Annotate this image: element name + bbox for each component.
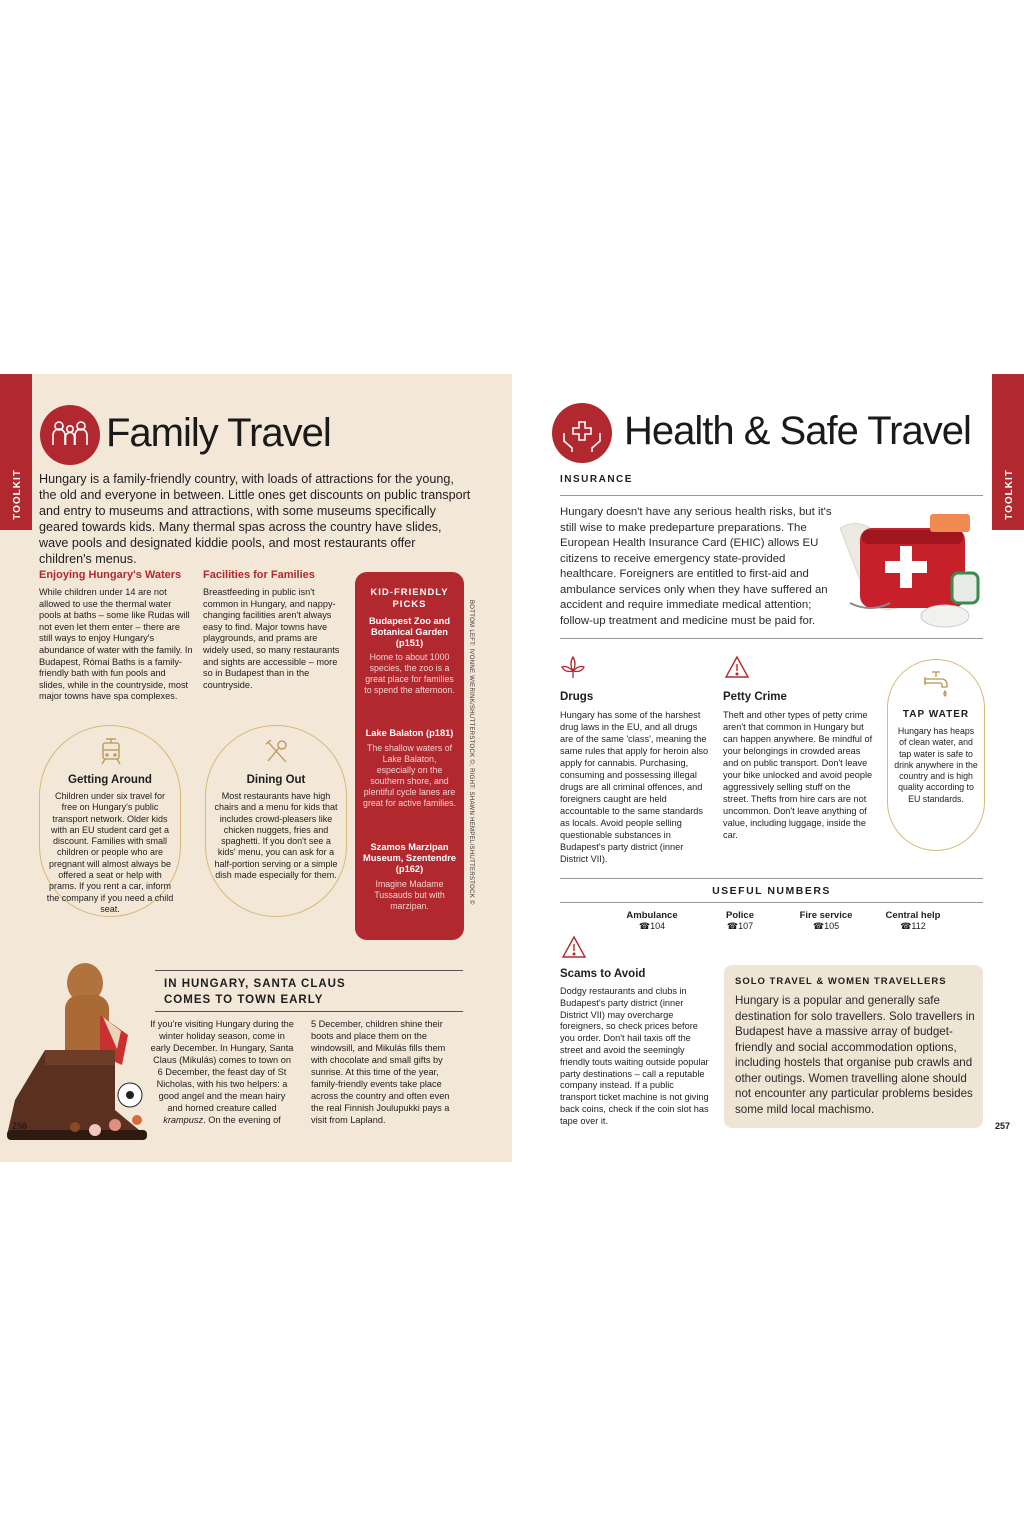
solo-travel-box bbox=[724, 965, 983, 1128]
first-aid-kit-photo bbox=[830, 508, 985, 638]
drugs-heading: Drugs bbox=[560, 691, 594, 703]
numbers-bottom-rule bbox=[560, 902, 983, 903]
toolkit-tab-label: TOOLKIT bbox=[11, 469, 23, 520]
facilities-body: Breastfeeding in public isn't common in Hungary, and nappy-changing facilities aren't always easy to find. Major towns have playgrounds, and prams are widely used, so many restaurants and sights are accessible – more so in Budapest than in the countryside. bbox=[203, 587, 340, 690]
scams-body: Dodgy restaurants and clubs in Budapest's party district (inner District VII) may overcharge foreigners, so check prices before you order. Don't hail taxis off the street and avoid the seemingly friendly touts waiting outside popular party destinations – call a reputable company instead. If a public transport ticket machine is not giving back coins, check if the coin slot has tape over it. bbox=[560, 986, 709, 1126]
toolkit-tab-left bbox=[0, 374, 32, 530]
kid-pick-body-1: Home to about 1000 species, the zoo is a great place for families to spend the afternoon. bbox=[364, 652, 455, 695]
dining-out-body: Most restaurants have high chairs and a menu for kids that includes crowd-pleasers like chicken nuggets, fries and spaghetti. If you don't see a kids' menu, you can ask for a half-portion serving or a simple dish made especially for them. bbox=[214, 791, 338, 881]
santa-col-1: If you're visiting Hungary during the winter holiday season, come in early December. In Hungary, Santa Claus (Mikulás) comes to town on 6 December, the feast day of St Nicholas, with his two helpers: a good angel and the mean hairy and horned creature called krampusz. On the evening of bbox=[150, 1019, 294, 1125]
phone-icon: ☎ bbox=[900, 921, 912, 931]
page-number-left: 256 bbox=[12, 1121, 28, 1131]
tap-icon bbox=[920, 668, 952, 705]
getting-around-card bbox=[39, 725, 181, 917]
page-title-health: Health & Safe Travel bbox=[624, 409, 971, 453]
santa-col-2: 5 December, children shine their boots and place them on the windowsill, and Mikulás fills them with chocolate and small gifts by sunrise. At this time of the year, family-friendly events take place across the country and often even the real Finnish Joulupukki pays a visit from Lapland. bbox=[311, 1019, 450, 1125]
solo-body: Hungary is a popular and generally safe destination for solo travellers. Solo travellers in Budapest have a massive array of budget-friendly and social accommodation options, including hostels that organise pub crawls and other outings. Women travelling alone should not encounter any particular problems besides some mild local machismo. bbox=[735, 994, 975, 1116]
kid-picks-heading: KID-FRIENDLY PICKS bbox=[370, 587, 449, 610]
santa-heading: IN HUNGARY, SANTA CLAUS COMES TO TOWN EARLY bbox=[164, 978, 346, 1006]
phone-icon: ☎ bbox=[726, 921, 739, 931]
warning-icon bbox=[560, 934, 588, 967]
cutlery-icon bbox=[262, 736, 292, 771]
phone-icon: ☎ bbox=[812, 921, 825, 931]
family-icon bbox=[40, 405, 100, 465]
tram-icon bbox=[96, 736, 126, 771]
numbers-top-rule bbox=[560, 878, 983, 879]
santa-bottom-rule bbox=[155, 1011, 463, 1012]
scams-heading: Scams to Avoid bbox=[560, 968, 646, 980]
page-number-right: 257 bbox=[995, 1121, 1011, 1131]
kid-pick-name-3: Szamos Marzipan Museum, Szentendre (p162) bbox=[363, 842, 456, 874]
getting-around-title: Getting Around bbox=[68, 774, 152, 786]
kid-pick-body-2: The shallow waters of Lake Balaton, especially on the southern shore, and plentiful cycle lanes are great for active families. bbox=[363, 743, 456, 808]
sections-rule bbox=[560, 638, 983, 639]
kid-pick-name-1: Budapest Zoo and Botanical Garden (p151) bbox=[368, 616, 451, 648]
number-police: Police ☎107 bbox=[726, 910, 754, 931]
waters-heading: Enjoying Hungary's Waters bbox=[39, 569, 182, 581]
insurance-label: INSURANCE bbox=[560, 474, 633, 485]
dining-out-title: Dining Out bbox=[246, 774, 306, 786]
dining-out-card bbox=[205, 725, 347, 917]
number-fire-service: Fire service ☎105 bbox=[799, 910, 853, 931]
waters-body: While children under 14 are not allowed to use the thermal water pools at baths – some like Rudas will not even let them enter – there are still ways to enjoy Hungary's abundance of water with the family. In Budapest, Római Baths is a family-friendly bath with fun pools and slides, while in the countryside, most major towns have spa complexes. bbox=[39, 587, 193, 702]
petty-crime-body: Theft and other types of petty crime aren't that common in Hungary but can happen anywhere. Be mindful of your belongings in crowded areas and on public transport. Don't leave your bike unlocked and avoid people aggressively selling stuff on the street. Thefts from hire cars are not uncommon. Don't leave anything of value, including luggage, inside the car. bbox=[723, 710, 873, 840]
kid-pick-body-3: Imagine Madame Tussauds but with marzipan. bbox=[374, 879, 445, 911]
kid-friendly-picks-box bbox=[355, 572, 464, 940]
tap-water-body: Hungary has heaps of clean water, and tap water is safe to drink anywhere in the country and is high quality according to EU standards. bbox=[894, 726, 978, 804]
insurance-rule bbox=[560, 495, 983, 496]
solo-heading: SOLO TRAVEL & WOMEN TRAVELLERS bbox=[735, 976, 947, 987]
family-intro: Hungary is a family-friendly country, with loads of attractions for the young, the old and everyone in between. Little ones get discounts on public transport and entry to museums and attractions, with some museums specifically geared towards kids. Many thermal spas across the country have slides, wave pools and designated kiddie pools, and most restaurants offer children's menus. bbox=[39, 472, 471, 566]
boot-with-krampusz-photo bbox=[5, 955, 155, 1155]
getting-around-body: Children under six travel for free on Hungary's public transport network. Older kids with an EU student card get a discount. Families with small children or people who are pregnant will almost always be offered a seat or help with prams. If you rent a car, inform the company if you need a child seat. bbox=[46, 791, 174, 914]
photo-credit: BOTTOM LEFT: IVONNE WIERINK/SHUTTERSTOCK ©; RIGHT: SHAWN HEMPEL/SHUTTERSTOCK © bbox=[468, 600, 474, 905]
phone-icon: ☎ bbox=[638, 921, 651, 931]
healthcare-hands-icon bbox=[552, 403, 612, 463]
tap-water-card bbox=[887, 659, 985, 851]
cannabis-leaf-icon bbox=[560, 654, 586, 685]
tap-water-heading: TAP WATER bbox=[902, 709, 970, 720]
toolkit-tab-label: TOOLKIT bbox=[1003, 469, 1015, 520]
insurance-body: Hungary doesn't have any serious health risks, but it's still wise to make predeparture preparations. The European Health Insurance Card (EHIC) allows EU citizens to receive emergency state-provided healthcare. Foreigners are entitled to first-aid and ambulance services only when they have suffered an accident and require immediate medical attention; follow-up treatment and medicine must be paid for. bbox=[560, 506, 832, 627]
warning-icon bbox=[723, 654, 751, 687]
santa-top-rule bbox=[155, 970, 463, 971]
toolkit-tab-right bbox=[992, 374, 1024, 530]
drugs-body: Hungary has some of the harshest drug laws in the EU, and all drugs are of the same 'class', meaning the same rules that apply for heroin also apply for cannabis. Purchasing, consuming and possessing illegal drugs are all criminal offences, and foreigners caught are held accountable to the same standards as locals. Avoid people selling questionable substances in Budapest's party district (inner District VII). bbox=[560, 710, 709, 864]
kid-pick-name-2: Lake Balaton (p181) bbox=[365, 728, 454, 738]
number-ambulance: Ambulance ☎104 bbox=[626, 910, 678, 931]
petty-crime-heading: Petty Crime bbox=[723, 691, 787, 703]
facilities-heading: Facilities for Families bbox=[203, 569, 315, 581]
number-central-help: Central help ☎112 bbox=[885, 910, 941, 931]
useful-numbers-heading: USEFUL NUMBERS bbox=[712, 885, 831, 897]
page-title-family-travel: Family Travel bbox=[106, 411, 331, 455]
